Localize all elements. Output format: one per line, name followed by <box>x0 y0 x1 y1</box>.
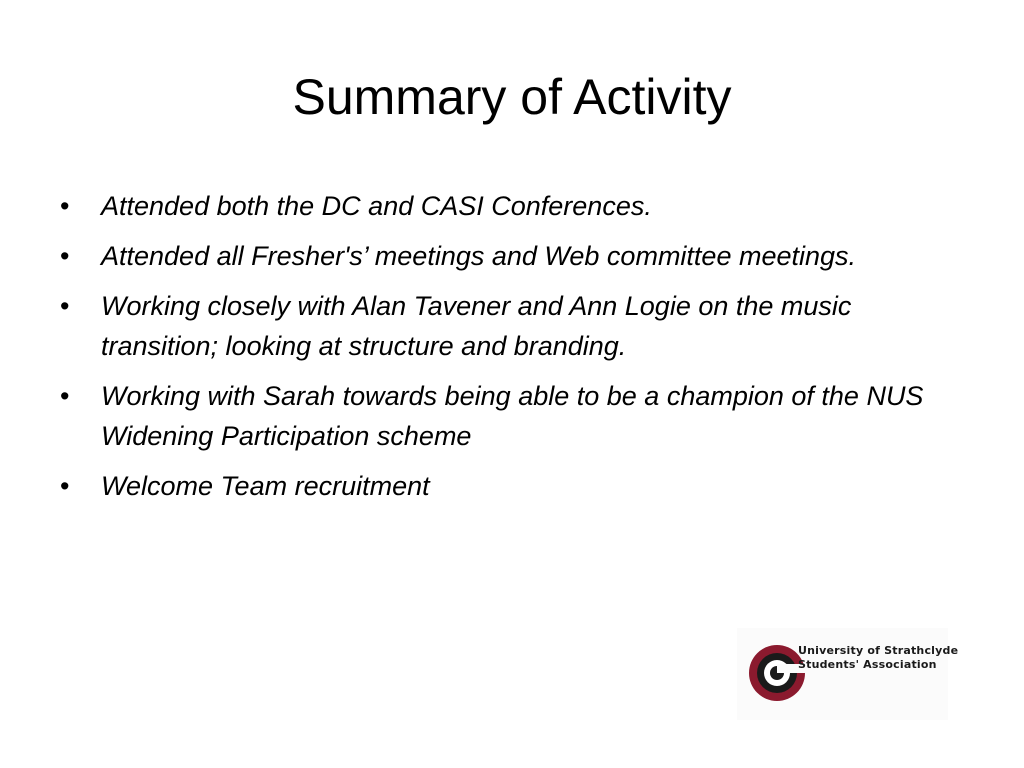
bullet-text: Attended both the DC and CASI Conferences. <box>101 191 652 221</box>
bullet-text: Attended all Fresher's’ meetings and Web committee meetings. <box>101 241 857 271</box>
bullet-text: Working with Sarah towards being able to be a champion of the NUS Widening Participation scheme <box>101 381 924 451</box>
bullet-icon: • <box>60 381 70 411</box>
logo-text <box>798 644 958 672</box>
bullet-icon: • <box>60 471 70 501</box>
slide-title: Summary of Activity <box>292 69 732 125</box>
logo-line-1: University of Strathclyde <box>798 644 959 657</box>
bullet-icon: • <box>60 191 70 221</box>
list-item <box>60 186 975 226</box>
logo-line-2: Students' Association <box>798 658 937 671</box>
university-logo <box>737 628 959 720</box>
bullet-icon: • <box>60 291 70 321</box>
bullet-text: Working closely with Alan Tavener and Ann Logie on the music transition; looking at structure and branding. <box>101 291 852 361</box>
bullet-icon: • <box>60 241 70 271</box>
list-item <box>60 376 975 456</box>
bullet-list <box>60 186 975 516</box>
list-item <box>60 286 975 366</box>
list-item <box>60 236 975 276</box>
list-item <box>60 466 975 506</box>
bullet-text: Welcome Team recruitment <box>101 471 430 501</box>
